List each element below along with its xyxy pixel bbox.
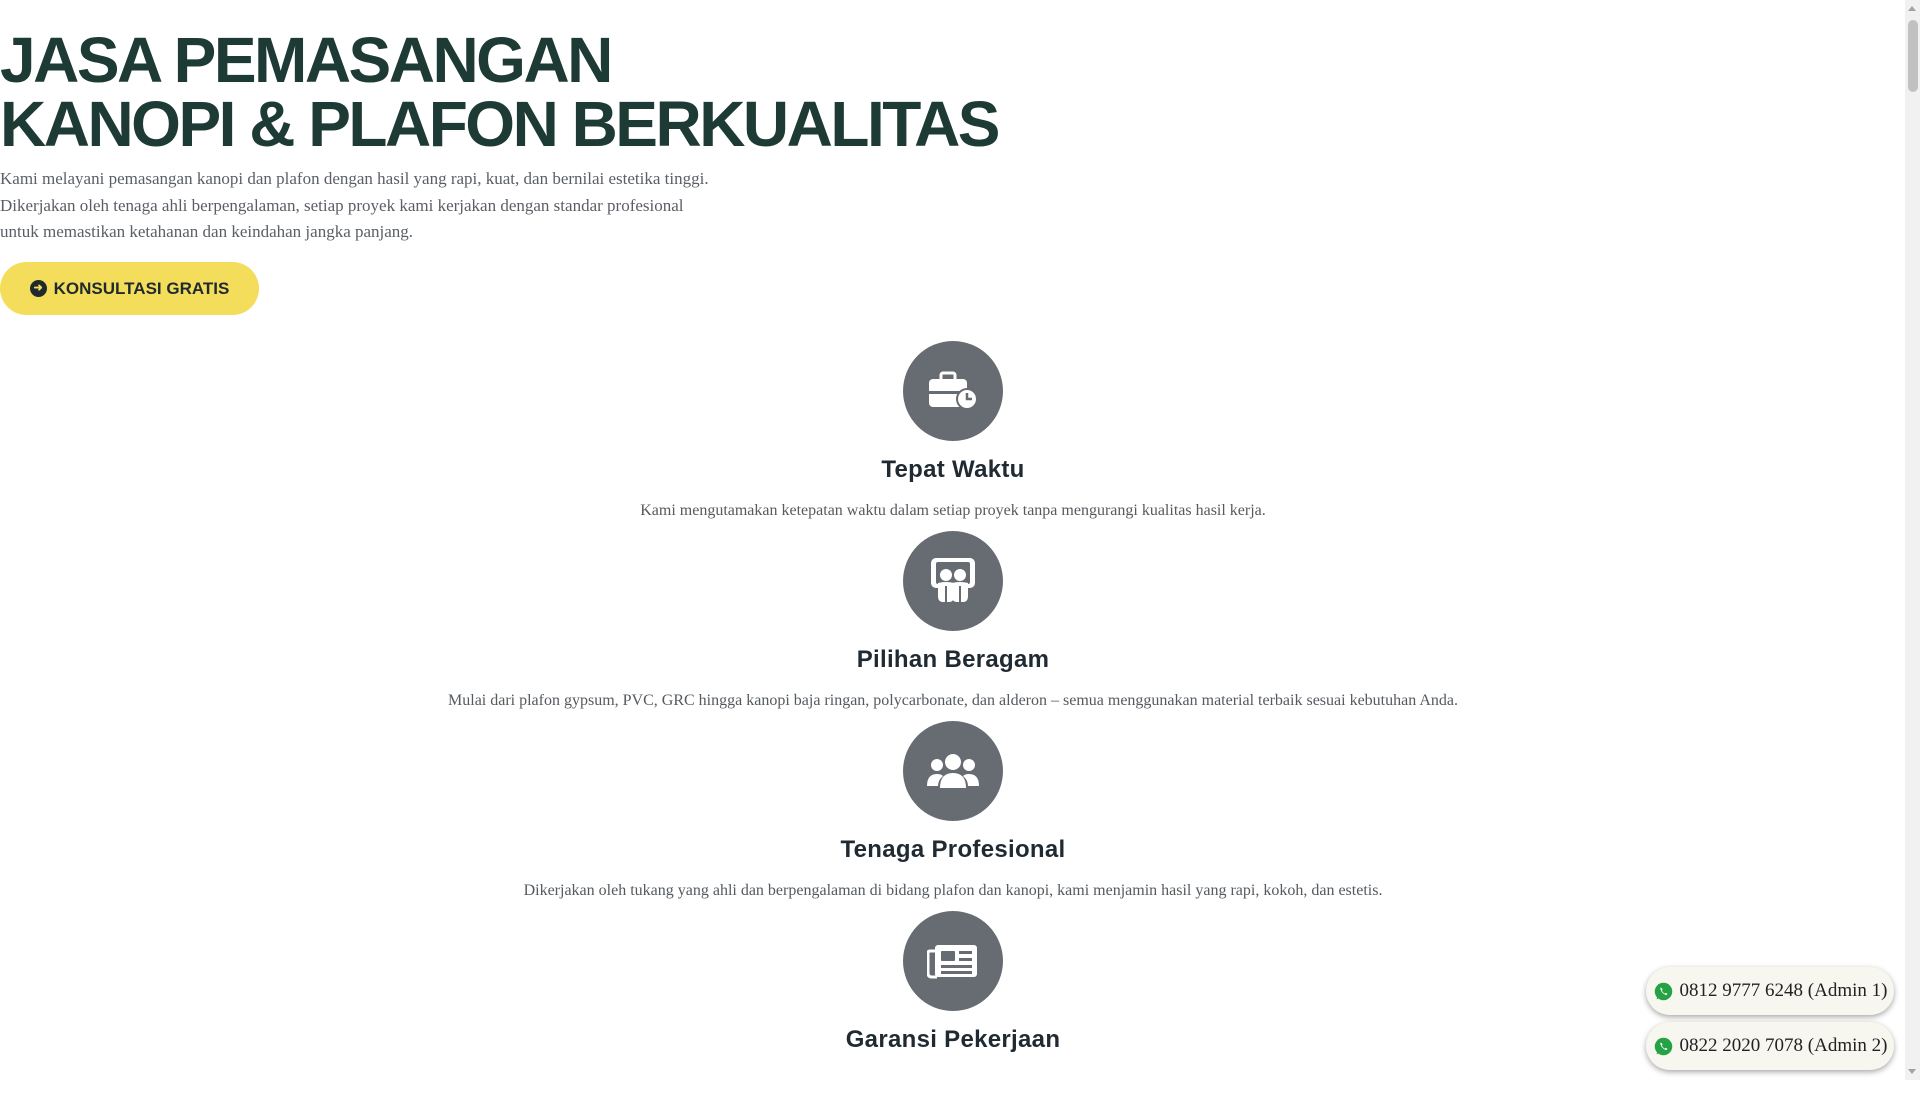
consultation-button[interactable] xyxy=(0,262,259,315)
title-line-2: KANOPI & PLAFON BERKUALITAS xyxy=(0,88,998,160)
feature-item xyxy=(0,341,1906,531)
feature-icon-circle xyxy=(903,341,1003,441)
consultation-button-label: KONSULTASI GRATIS xyxy=(53,278,230,298)
hero-description xyxy=(0,166,1200,246)
feature-title: Garansi Pekerjaan xyxy=(845,1026,1061,1053)
scroll-down-arrow-icon[interactable] xyxy=(1908,1069,1916,1074)
whatsapp-admin-2-button[interactable] xyxy=(1646,1022,1894,1070)
hero-desc-line-1: Kami melayani pemasangan kanopi dan plafon dengan hasil yang rapi, kuat, dan bernilai estetika tinggi. xyxy=(0,169,709,188)
feature-text: Kami mengutamakan ketepatan waktu dalam setiap proyek tanpa mengurangi kualitas hasil kerja. xyxy=(640,502,1266,519)
hero-desc-line-3: untuk memastikan ketahanan dan keindahan jangka panjang. xyxy=(0,222,414,241)
feature-icon-circle xyxy=(903,911,1003,1011)
feature-text: Mulai dari plafon gypsum, PVC, GRC hingga kanopi baja ringan, polycarbonate, dan alderon – semua menggunakan material terbaik sesuai kebutuhan Anda. xyxy=(448,692,1458,709)
feature-text: Dikerjakan oleh tukang yang ahli dan berpengalaman di bidang plafon dan kanopi, kami menjamin hasil yang rapi, kokoh, dan estetis. xyxy=(523,882,1383,899)
feature-title: Tenaga Profesional xyxy=(840,836,1066,863)
feature-icon-circle xyxy=(903,531,1003,631)
feature-icon-circle xyxy=(903,721,1003,821)
hero-section xyxy=(0,0,1200,246)
feature-title: Pilihan Beragam xyxy=(856,646,1050,673)
whatsapp-admin-1-label: 0812 9777 6248 (Admin 1) xyxy=(1679,980,1888,1001)
arrow-right-circle-icon: ➜ xyxy=(30,280,47,297)
feature-title: Tepat Waktu xyxy=(881,456,1025,483)
whatsapp-icon xyxy=(1653,981,1674,1002)
briefcase-clock-icon xyxy=(927,371,979,411)
hero-desc-line-2: Dikerjakan oleh tenaga ahli berpengalaman, setiap proyek kami kerjakan dengan standar profesional xyxy=(0,195,684,215)
users-group-icon xyxy=(927,753,979,789)
page-title xyxy=(0,0,1200,160)
whatsapp-icon xyxy=(1653,1036,1674,1057)
title-line-1: JASA PEMASANGAN xyxy=(0,24,611,96)
presentation-users-icon xyxy=(928,556,978,606)
feature-item xyxy=(0,531,1906,721)
whatsapp-admin-1-button[interactable] xyxy=(1646,967,1894,1015)
scroll-up-arrow-icon[interactable] xyxy=(1908,6,1916,11)
features-list xyxy=(0,341,1906,1101)
feature-item xyxy=(0,721,1906,911)
newspaper-icon xyxy=(927,943,979,979)
scrollbar-thumb[interactable] xyxy=(1908,20,1918,92)
feature-item xyxy=(0,911,1906,1101)
whatsapp-admin-2-label: 0822 2020 7078 (Admin 2) xyxy=(1679,1035,1888,1056)
vertical-scrollbar[interactable] xyxy=(1905,0,1920,1080)
